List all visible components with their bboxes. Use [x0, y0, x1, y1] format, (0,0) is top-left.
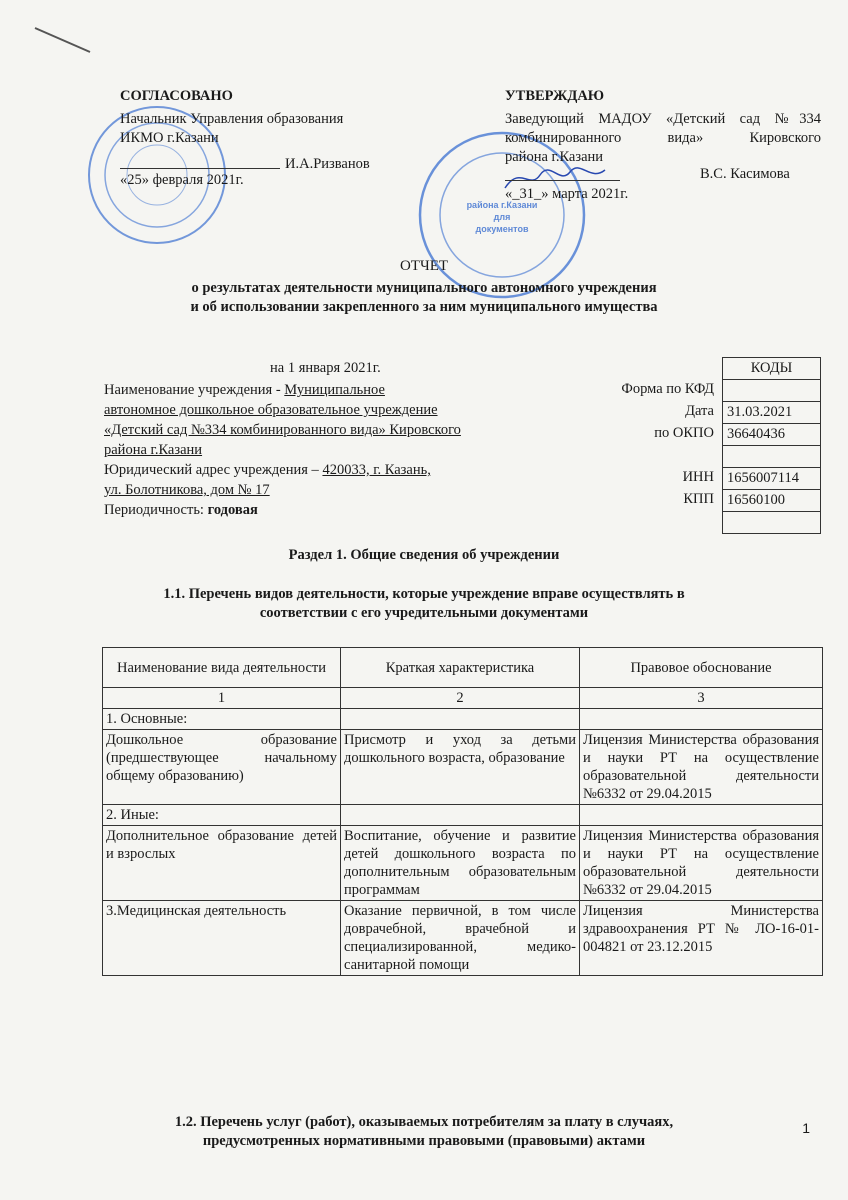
- approval-left-org: ИКМО г.Казани: [120, 130, 219, 146]
- empty-cell: [580, 709, 823, 730]
- table-row: [103, 826, 823, 901]
- group-other-label: 2. Иные:: [103, 805, 341, 826]
- approval-right-block: [505, 110, 821, 167]
- address-value-2: ул. Болотникова, дом № 17: [104, 482, 270, 498]
- section-1-2-line1: 1.2. Перечень услуг (работ), оказываемых потребителям за плату в случаях,: [174, 1114, 674, 1130]
- approval-right-signer: В.С. Касимова: [700, 166, 790, 182]
- code-label-empty: [560, 444, 714, 466]
- activity-name: Дошкольное образование (предшествующее начальному общему образованию): [103, 730, 341, 805]
- approval-right-date: «_31_» марта 2021г.: [505, 186, 629, 202]
- code-label-date: Дата: [685, 403, 714, 419]
- code-okpo: 36640436: [723, 424, 821, 446]
- institution-info: [104, 380, 461, 520]
- period-label: Периодичность:: [104, 502, 208, 518]
- code-empty-2: [723, 512, 821, 534]
- section-1-1-line1: 1.1. Перечень видов деятельности, которые учреждение вправе осуществлять в: [163, 586, 685, 602]
- codes-table: [722, 357, 821, 534]
- section-1-2-line2: предусмотренных нормативными правовыми (правовыми) актами: [202, 1133, 646, 1149]
- report-subtitle: [0, 279, 848, 317]
- activities-table: [102, 647, 823, 976]
- group-row: [103, 805, 823, 826]
- approval-left-heading: СОГЛАСОВАНО: [120, 88, 233, 104]
- code-kpp: 16560100: [723, 490, 821, 512]
- col-number: 3: [580, 688, 823, 709]
- code-label-kpp: КПП: [683, 491, 714, 507]
- address-value-1: 420033, г. Казань,: [322, 462, 431, 478]
- col-number: 1: [103, 688, 341, 709]
- group-row: [103, 709, 823, 730]
- group-main-label: 1. Основные:: [103, 709, 341, 730]
- section-1-1-heading: [0, 585, 848, 623]
- approval-right-line2: комбинированного вида» Кировского: [505, 130, 821, 146]
- code-inn: 1656007114: [723, 468, 821, 490]
- table-row: [103, 730, 823, 805]
- code-date: 31.03.2021: [723, 402, 821, 424]
- period-value: годовая: [207, 502, 258, 518]
- code-kfd: [723, 380, 821, 402]
- report-title: ОТЧЕТ: [399, 258, 449, 274]
- signature-line-left: [120, 168, 280, 169]
- scan-mark: [30, 20, 100, 60]
- svg-text:документов: документов: [475, 224, 529, 234]
- page-number: 1: [802, 1120, 810, 1136]
- empty-cell: [341, 709, 580, 730]
- activity-description: Воспитание, обучение и развитие детей дошкольного возраста по дополнительным образовательным программам: [341, 826, 580, 901]
- activity-description: Оказание первичной, в том числе доврачебной, врачебной и специализированной, медико-санитарной помощи: [341, 901, 580, 976]
- section-1-1-line2: соответствии с его учредительными документами: [259, 605, 589, 621]
- report-date: на 1 января 2021г.: [270, 360, 381, 376]
- name-value-2: автономное дошкольное образовательное учреждение: [104, 402, 438, 418]
- code-label-kfd: Форма по КФД: [621, 381, 714, 397]
- activity-basis: Лицензия Министерства образования и науки РТ на осуществление образовательной деятельности №6332 от 29.04.2015: [580, 730, 823, 805]
- code-empty: [723, 446, 821, 468]
- header-description: Краткая характеристика: [341, 648, 580, 688]
- activity-name: Дополнительное образование детей и взрослых: [103, 826, 341, 901]
- header-activity: Наименование вида деятельности: [103, 648, 341, 688]
- header-basis: Правовое обоснование: [580, 648, 823, 688]
- table-number-row: [103, 688, 823, 709]
- code-label-inn: ИНН: [682, 469, 714, 485]
- table-header-row: [103, 648, 823, 688]
- activity-description: Присмотр и уход за детьми дошкольного возраста, образование: [341, 730, 580, 805]
- address-label: Юридический адрес учреждения –: [104, 462, 323, 478]
- codes-labels: [560, 378, 714, 510]
- approval-left-signer: И.А.Ризванов: [285, 156, 370, 172]
- table-row: [103, 901, 823, 976]
- section-1-heading: Раздел 1. Общие сведения об учреждении: [288, 547, 560, 563]
- activity-basis: Лицензия Министерства образования и науки РТ на осуществление образовательной деятельности №6332 от 29.04.2015: [580, 826, 823, 901]
- name-label: Наименование учреждения -: [104, 382, 285, 398]
- name-value-4: района г.Казани: [104, 442, 203, 458]
- code-label-okpo: по ОКПО: [654, 425, 714, 441]
- svg-text:для: для: [493, 212, 511, 222]
- approval-left-date: «25» февраля 2021г.: [120, 172, 244, 188]
- approval-right-heading: УТВЕРЖДАЮ: [505, 88, 605, 104]
- name-value-1: Муниципальное: [284, 382, 385, 398]
- name-value-3: «Детский сад №334 комбинированного вида» Кировского: [104, 422, 461, 438]
- signature-line-right: [505, 180, 620, 181]
- approval-left-position: Начальник Управления образования: [120, 111, 344, 127]
- empty-cell: [341, 805, 580, 826]
- approval-left-block: [120, 110, 343, 148]
- report-subtitle-line1: о результатах деятельности муниципального автономного учреждения: [191, 280, 657, 296]
- report-subtitle-line2: и об использовании закрепленного за ним муниципального имущества: [190, 299, 658, 315]
- activity-basis: Лицензия Министерства здравоохранения РТ № ЛО-16-01-004821 от 23.12.2015: [580, 901, 823, 976]
- approval-right-line3: района г.Казани: [505, 149, 604, 165]
- approval-right-line1: Заведующий МАДОУ «Детский сад №334: [505, 111, 821, 127]
- section-1-2-heading: [0, 1113, 848, 1151]
- svg-text:района г.Казани: района г.Казани: [466, 200, 538, 210]
- col-number: 2: [341, 688, 580, 709]
- activity-name: 3.Медицинская деятельность: [103, 901, 341, 976]
- empty-cell: [580, 805, 823, 826]
- codes-header: КОДЫ: [723, 358, 821, 380]
